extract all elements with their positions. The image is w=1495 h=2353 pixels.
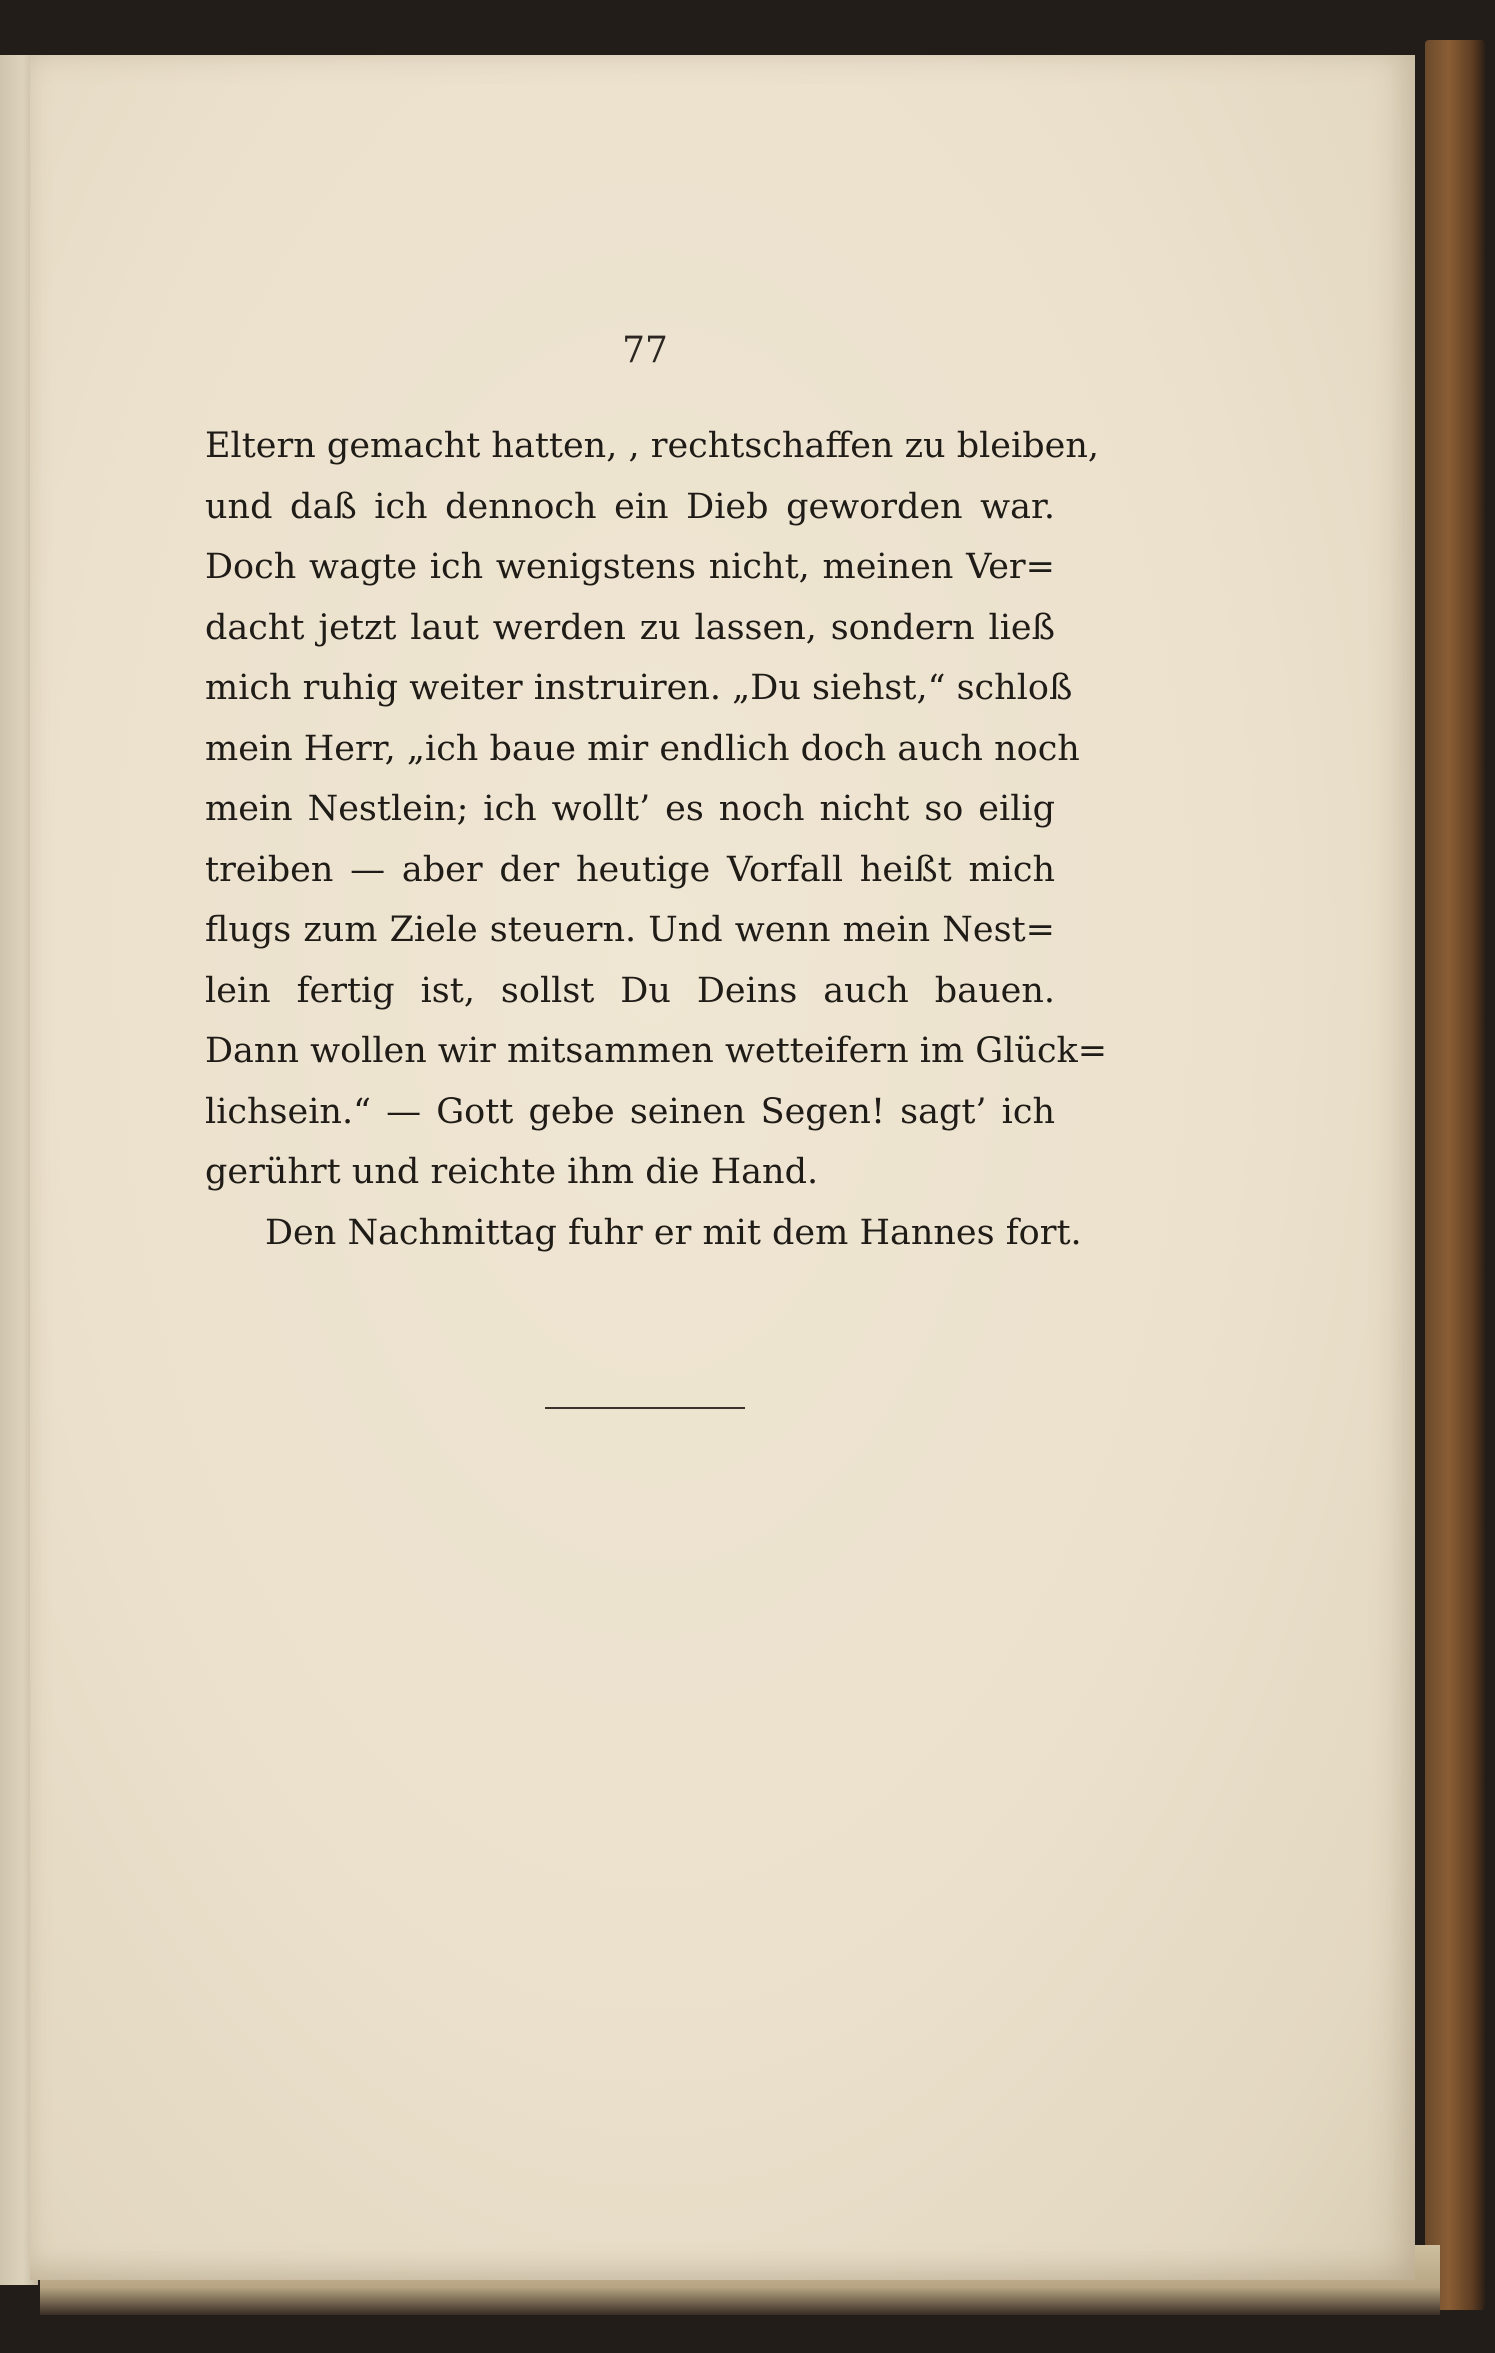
text-line: Dann wollen wir mitsammen wetteifern im Glück= [205,1031,1108,1071]
text-line: mein Herr, „ich baue mir endlich doch auch noch [205,728,1080,769]
text-line: lichsein.“ — Gott gebe seinen Segen! sagt’ ich [205,1091,1055,1132]
text-line: dacht jetzt laut werden zu lassen, sondern ließ [205,607,1055,648]
text-line: gerührt und reichte ihm die Hand. [205,1152,819,1192]
text-line: und daß ich dennoch ein Dieb geworden war. [205,486,1055,527]
book-cover-edge [1425,40,1485,2310]
text-line: mein Nestlein; ich wollt’ es noch nicht so eilig [205,789,1055,829]
text-line: Eltern gemacht hatten, , rechtschaffen zu bleiben, [205,426,1099,466]
page-number: 77 [622,330,668,371]
text-line: flugs zum Ziele steuern. Und wenn mein Nest= [205,910,1055,950]
text-line: treiben — aber der heutige Vorfall heißt mich [205,849,1055,890]
text-line: Doch wagte ich wenigstens nicht, meinen Ver= [205,547,1055,587]
text-line: lein fertig ist, sollst Du Deins auch bauen. [205,970,1055,1011]
paragraph-line: Den Nachmittag fuhr er mit dem Hannes fort. [265,1212,1082,1253]
text-line: mich ruhig weiter instruiren. „Du siehst,“ schloß [205,668,1073,708]
section-divider-rule [545,1407,745,1409]
body-text [205,416,1108,1263]
